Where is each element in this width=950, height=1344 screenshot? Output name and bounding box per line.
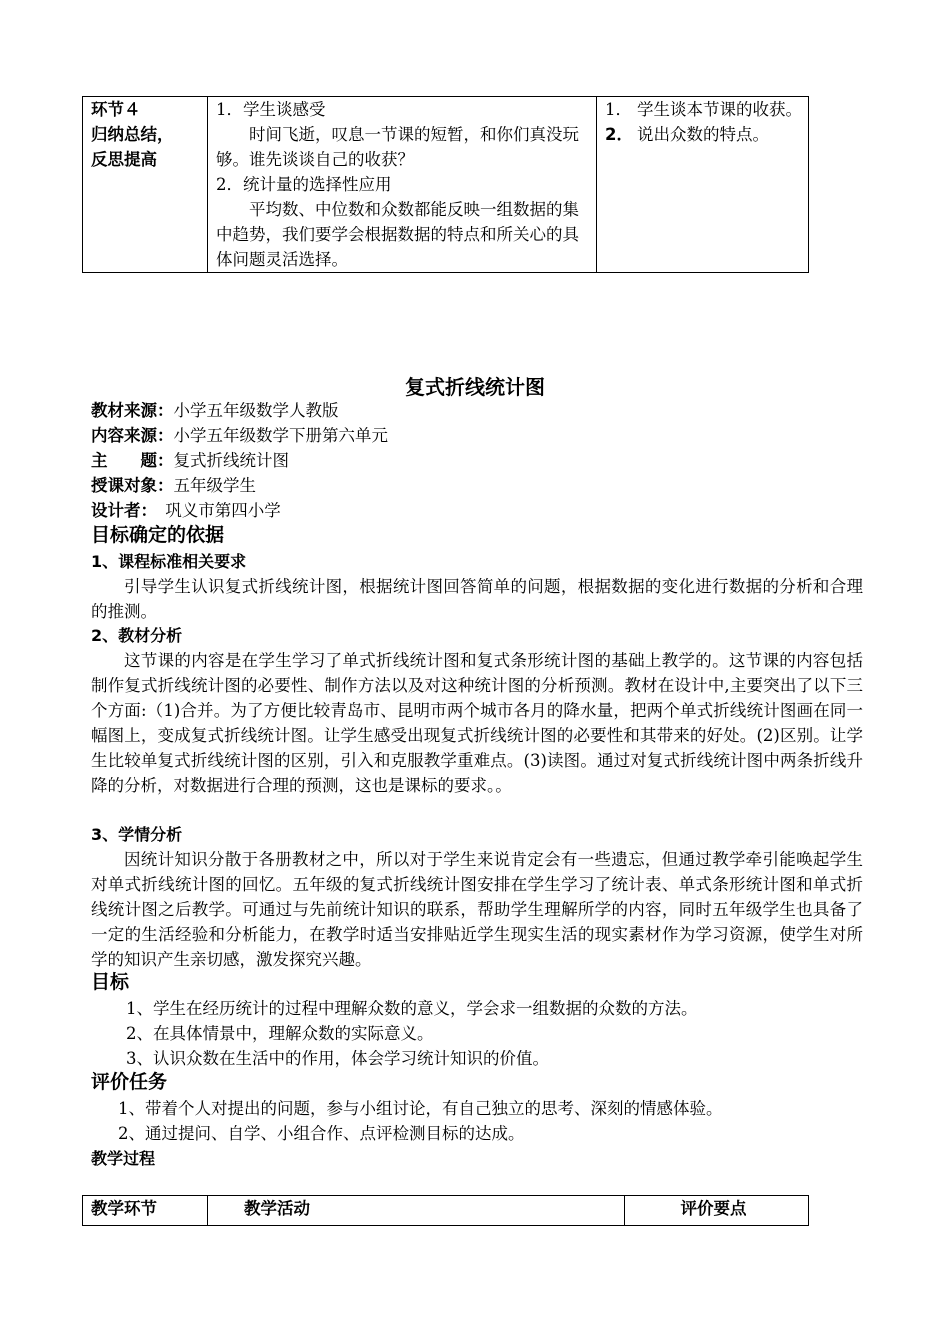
- table-row: [83, 97, 809, 273]
- goal-item: 2、在具体情景中，理解众数的实际意义。: [126, 1024, 434, 1043]
- subheading-standards: 1、课程标准相关要求: [91, 552, 247, 571]
- meta-topic: 主 题：复式折线统计图: [91, 451, 289, 470]
- goal-item: 3、认识众数在生活中的作用，体会学习统计知识的价值。: [126, 1049, 549, 1068]
- meta-source: 教材来源：小学五年级数学人教版: [91, 401, 339, 420]
- stage-line: 环节４: [91, 100, 141, 119]
- activity-cell: [208, 97, 597, 273]
- document-title: 复式折线统计图: [405, 375, 545, 399]
- eval-text: 说出众数的特点。: [637, 125, 769, 144]
- eval-item: [605, 97, 802, 122]
- section-heading-process: 教学过程: [91, 1149, 156, 1168]
- eval-cell: [597, 97, 809, 273]
- eval-task-item: 1、带着个人对提出的问题，参与小组讨论，有自己独立的思考、深刻的情感体验。: [118, 1099, 723, 1118]
- activity-item-text: 平均数、中位数和众数都能反映一组数据的集中趋势，我们要学会根据数据的特点和所关心的具体问题灵活选择。: [216, 200, 579, 269]
- paragraph-students: 因统计知识分散于各册教材之中，所以对于学生来说肯定会有一些遗忘，但通过教学牵引能唤起学生对单式折线统计图的回忆。五年级的复式折线统计图安排在学生学习了统计表、单式条形统计图和单式折线统计图之后教学。可通过与先前统计知识的联系，帮助学生理解所学的内容，同时五年级学生也具备了一定的生活经验和分析能力，在教学时适当安排贴近学生现实生活的现实素材作为学习资源，使学生对所学的知识产生亲切感，激发探究兴趣。: [91, 850, 863, 969]
- activity-item-text: 时间飞逝，叹息一节课的短暂，和你们真没玩够。谁先谈谈自己的收获？: [216, 125, 579, 169]
- activity-item-title: 1．学生谈感受: [216, 100, 326, 119]
- stage-cell: [83, 97, 208, 273]
- paragraph-standards: 引导学生认识复式折线统计图，根据统计图回答简单的问题，根据数据的变化进行数据的分析和合理的推测。: [91, 577, 863, 621]
- section-heading-basis: 目标确定的依据: [91, 524, 225, 546]
- process-table: [82, 1195, 809, 1226]
- eval-num: 2．: [605, 125, 633, 144]
- header-activity: 教学活动: [208, 1196, 625, 1226]
- meta-audience: 授课对象：五年级学生: [91, 476, 256, 495]
- section-heading-eval: 评价任务: [91, 1071, 168, 1093]
- eval-item: [605, 122, 802, 147]
- eval-text: 学生谈本节课的收获。: [637, 100, 802, 119]
- stage-line: 归纳总结，: [91, 125, 174, 144]
- section-heading-goals: 目标: [91, 971, 130, 993]
- paragraph-textbook: 这节课的内容是在学生学习了单式折线统计图和复式条形统计图的基础上教学的。这节课的内容包括制作复式折线统计图的必要性、制作方法以及对这种统计图的分析预测。教材在设计中,主要突出了以下三个方面:（1)合并。为了方便比较青岛市、昆明市两个城市各月的降水量，把两个单式折线统计图画在同一幅图上，变成复式折线统计图。让学生感受出现复式折线统计图的必要性和其带来的好处。(2)区别。让学生比较单复式折线统计图的区别，引入和克服教学重难点。(3)读图。通过对复式折线统计图中两条折线升降的分析，对数据进行合理的预测，这也是课标的要求。。: [91, 651, 863, 795]
- subheading-textbook: 2、教材分析: [91, 626, 183, 645]
- meta-designer: 设计者： 巩义市第四小学: [91, 501, 281, 520]
- eval-task-item: 2、通过提问、自学、小组合作、点评检测目标的达成。: [118, 1124, 525, 1143]
- header-eval: 评价要点: [625, 1196, 809, 1226]
- goal-item: 1、学生在经历统计的过程中理解众数的意义，学会求一组数据的众数的方法。: [126, 999, 698, 1018]
- activity-item-title: 2．统计量的选择性应用: [216, 175, 392, 194]
- top-lesson-table: [82, 96, 809, 273]
- table-header-row: [83, 1196, 809, 1226]
- subheading-students: 3、学情分析: [91, 825, 183, 844]
- stage-line: 反思提高: [91, 150, 157, 169]
- eval-num: 1．: [605, 100, 632, 119]
- header-stage: 教学环节: [83, 1196, 208, 1226]
- meta-content: 内容来源：小学五年级数学下册第六单元: [91, 426, 388, 445]
